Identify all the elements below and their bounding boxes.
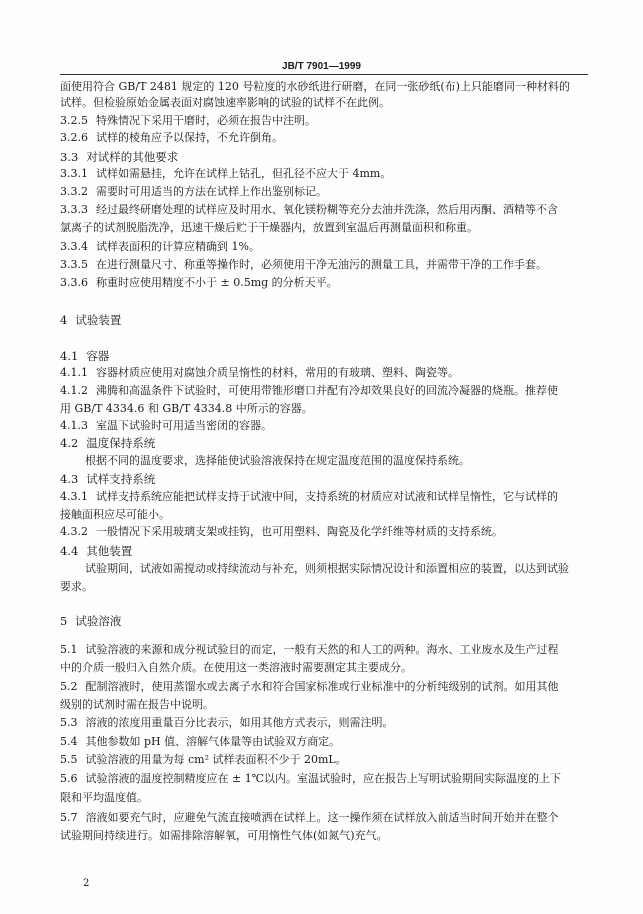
text-line: 根据不同的温度要求，选择能使试验溶液保持在规定温度范围的温度保持系统。: [85, 454, 470, 467]
clause-3-3-3: 3.3.3 经过最终研磨处理的试样应及时用水、氧化镁粉糊等充分去油并洗涤，然后用丙酮、酒精等不含: [60, 203, 558, 216]
text-line: 氯离子的试剂脱脂洗净，迅速干燥后贮于干燥器内，放置到室温后再测量面积和称重。: [60, 221, 478, 234]
clause-5-2: 5.2 配制溶液时，使用蒸馏水或去离子水和符合国家标准或行业标准中的分析纯级别的试剂。如用其他: [60, 680, 559, 693]
clause-4-1-2: 4.1.2 沸腾和高温条件下试验时，可使用带锥形磨口并配有冷却效果良好的回流冷凝器的烧瓶。推荐使: [60, 384, 558, 397]
clause-5-7: 5.7 溶液如要充气时，应避免气流直接喷洒在试样上。这一操作须在试样放入前适当时间开始并在整个: [60, 811, 559, 824]
text-line: 限和平均温度值。: [60, 791, 148, 804]
clause-4-3-1: 4.3.1 试样支持系统应能把试样支持于试液中间，支持系统的材质应对试液和试样呈惰性，它与试样的: [60, 490, 558, 503]
text-line: 中的介质一般归入自然介质。在使用这一类溶液时需要测定其主要成分。: [60, 661, 412, 674]
clause-3-3-2: 3.3.2 需要时可用适当的方法在试样上作出鉴别标记。: [60, 185, 327, 198]
text-line: 用 GB/T 4334.6 和 GB/T 4334.8 中所示的容器。: [60, 402, 313, 415]
clause-3-3-4: 3.3.4 试样表面积的计算应精确到 1%。: [60, 240, 260, 253]
clause-5-6: 5.6 试验溶液的温度控制精度应在 ± 1℃以内。室温试验时，应在报告上写明试验期间实际温度的上下: [60, 772, 562, 785]
clause-4-1-1: 4.1.1 容器材质应使用对腐蚀介质呈惰性的材料，常用的有玻璃、塑料、陶瓷等。: [60, 366, 459, 379]
text-line: 面使用符合 GB/T 2481 规定的 120 号粒度的水砂纸进行研磨，在同一张砂纸(布)上只能磨同一种材料的: [60, 80, 570, 93]
clause-5-5: 5.5 试验溶液的用量为每 cm² 试样表面积不少于 20mL。: [60, 753, 347, 766]
chapter-5-heading: 5 试验溶液: [60, 614, 122, 628]
standard-code-header: JB/T 7901—1999: [282, 61, 361, 72]
section-4-4-heading: 4.4 其他装置: [60, 544, 133, 558]
clause-3-2-6: 3.2.6 试样的棱角应予以保持，不允许倒角。: [60, 131, 283, 144]
clause-4-3-2: 4.3.2 一般情况下采用玻璃支架或挂钩，也可用塑料、陶瓷及化学纤维等材质的支持系统。: [60, 525, 503, 538]
chapter-4-heading: 4 试验装置: [60, 313, 122, 327]
text-line: 试验期间，试液如需搅动或持续流动与补充，则须根据实际情况设计和添置相应的装置，以达到试验: [85, 562, 569, 575]
text-line: 试验期间持续进行。如需排除溶解氧，可用惰性气体(如氮气)充气。: [60, 829, 388, 842]
section-4-2-heading: 4.2 温度保持系统: [60, 436, 156, 450]
text-line: 级别的试剂时需在报告中说明。: [60, 698, 214, 711]
text-line: 试样。但检验原始金属表面对腐蚀速率影响的试验的试样不在此例。: [60, 96, 390, 109]
clause-3-2-5: 3.2.5 特殊情况下采用干磨时，必须在报告中注明。: [60, 114, 316, 127]
text-line: 接触面积应尽可能小。: [60, 508, 170, 521]
section-3-3-heading: 3.3 对试样的其他要求: [60, 150, 179, 164]
header-rule: [60, 74, 588, 75]
clause-3-3-5: 3.3.5 在进行测量尺寸、称重等操作时，必须使用干净无油污的测量工具，并需带干净的工作手套。: [60, 258, 547, 271]
section-4-1-heading: 4.1 容器: [60, 349, 110, 363]
clause-4-1-3: 4.1.3 室温下试验时可用适当密闭的容器。: [60, 419, 272, 432]
clause-5-3: 5.3 溶液的浓度用重量百分比表示，如用其他方式表示，则需注明。: [60, 716, 394, 729]
text-line: 要求。: [60, 580, 93, 593]
clause-5-4: 5.4 其他参数如 pH 值、溶解气体量等由试验双方商定。: [60, 735, 341, 748]
clause-3-3-1: 3.3.1 试样如需悬挂，允许在试样上钻孔，但孔径不应大于 4mm。: [60, 167, 392, 180]
section-4-3-heading: 4.3 试样支持系统: [60, 472, 156, 486]
clause-5-1: 5.1 试验溶液的来源和成分视试验目的而定，一般有天然的和人工的两种。海水、工业废水及生产过程: [60, 643, 559, 656]
page-number: 2: [83, 878, 90, 889]
clause-3-3-6: 3.3.6 称重时应使用精度不小于 ± 0.5mg 的分析天平。: [60, 276, 338, 289]
